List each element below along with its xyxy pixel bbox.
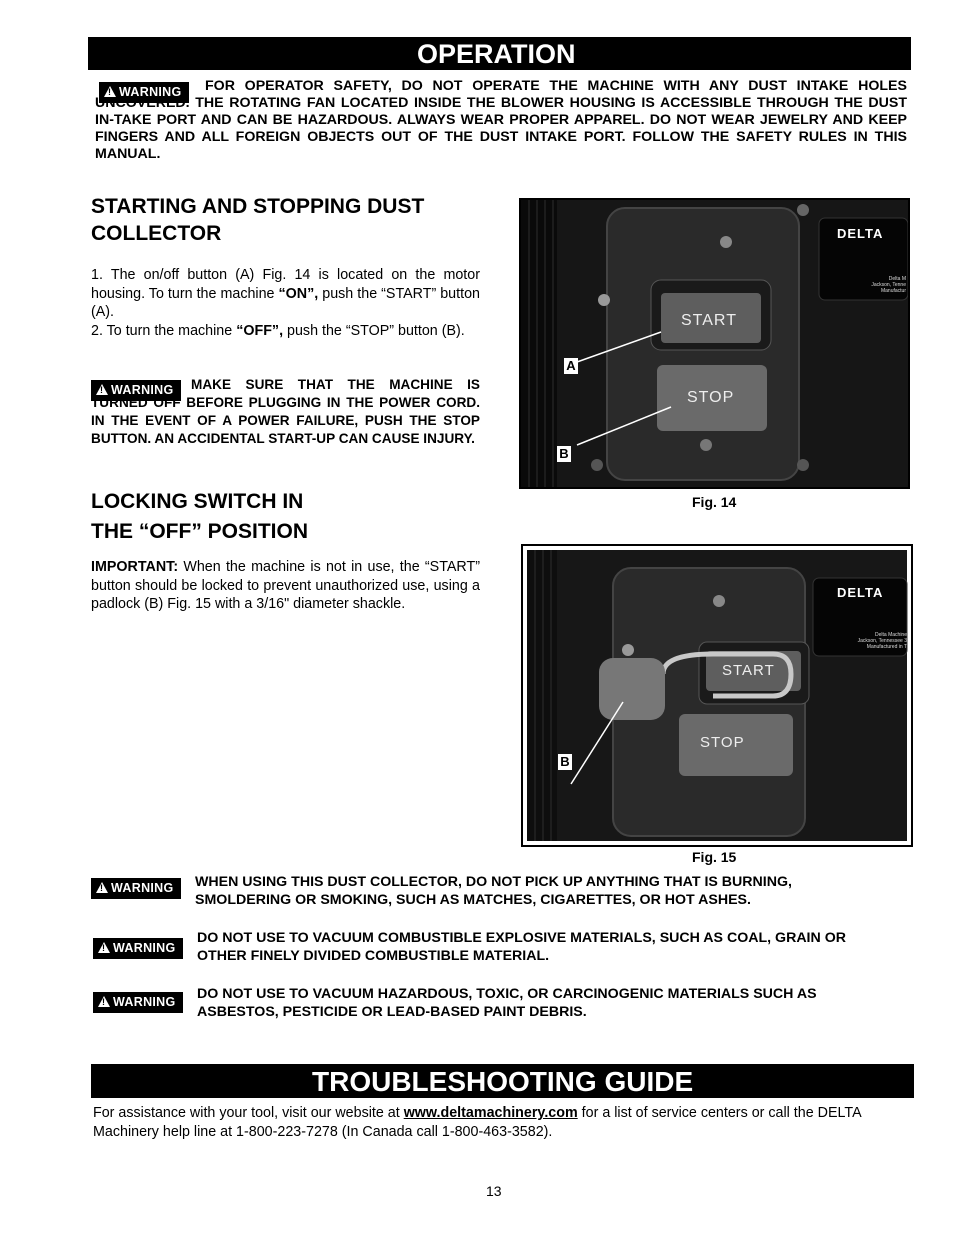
warning-label: WARNING <box>113 995 176 1009</box>
page-number: 13 <box>486 1183 502 1199</box>
troubleshooting-text-pre: For assistance with your tool, visit our website at <box>93 1105 404 1121</box>
starting-heading: STARTING AND STOPPING DUST COLLECTOR <box>91 195 425 245</box>
step1-text: 1. The on/off button (A) Fig. 14 is located on the motor housing. To turn the machine <box>91 267 480 302</box>
plate-line: Manufactur <box>880 288 906 294</box>
warning-label: WARNING <box>119 85 182 99</box>
figure-15-caption: Fig. 15 <box>692 849 737 865</box>
operation-title: OPERATION <box>417 39 576 69</box>
fig15-callout-b: B <box>558 754 572 770</box>
fig14-callout-a: A <box>564 358 578 374</box>
step2-off: “OFF”, <box>236 323 284 339</box>
warning-badge-hazardous <box>93 992 183 1013</box>
warning-badge-combustible <box>93 938 183 959</box>
step1-on: “ON”, <box>278 285 319 302</box>
warning-badge-burning <box>91 878 181 899</box>
operation-title-bar <box>88 37 911 70</box>
warning-burning-text: WHEN USING THIS DUST COLLECTOR, DO NOT PICK UP ANYTHING THAT IS BURNING, SMOLDERING OR SMOKING, SUCH AS MATCHES, CIGARETTES, OR HOT ASHES. <box>195 874 792 908</box>
plate-line: Delta M <box>888 276 906 282</box>
locking-important-text <box>91 558 480 614</box>
troubleshooting-title: TROUBLESHOOTING GUIDE <box>312 1066 694 1097</box>
plate-line: Delta Machine <box>875 632 907 638</box>
figure-14-photo <box>519 198 910 489</box>
fig14-start-button: START <box>681 312 737 329</box>
plate-line: Manufactured in T <box>866 644 907 650</box>
warning-label: WARNING <box>111 383 174 397</box>
fig14-stop-button: STOP <box>687 389 735 406</box>
fig14-nameplate <box>861 276 906 294</box>
warning-triangle-icon <box>96 882 108 893</box>
troubleshooting-text-post: for a list of service centers or call the DELTA Machinery help line at 1-800-223-7278 (In Canada call 1-800-463-3582). <box>93 1105 861 1140</box>
warning-label: WARNING <box>113 941 176 955</box>
locking-heading <box>91 488 471 545</box>
plate-line: Jackson, Tenne <box>871 282 906 288</box>
starting-step-2 <box>91 322 480 341</box>
fig15-stop-button: STOP <box>700 734 745 751</box>
fig15-brand-logo: DELTA <box>837 585 884 600</box>
warning-hazardous-text: DO NOT USE TO VACUUM HAZARDOUS, TOXIC, OR CARCINOGENIC MATERIALS SUCH AS ASBESTOS, PESTICIDE OR LEAD-BASED PAINT DEBRIS. <box>197 986 817 1020</box>
locking-heading-line1: LOCKING SWITCH IN <box>91 490 304 513</box>
step2-text: 2. To turn the machine <box>91 323 237 339</box>
step2-text-end: push the “STOP” button (B). <box>283 323 465 339</box>
fig15-nameplate <box>843 632 907 650</box>
starting-step-1 <box>91 266 480 322</box>
troubleshooting-text <box>93 1104 908 1142</box>
fig14-callout-b: B <box>557 446 571 462</box>
plate-line: Jackson, Tennessee 3 <box>857 638 907 644</box>
important-label: IMPORTANT: <box>91 559 179 575</box>
troubleshooting-title-bar <box>91 1064 914 1098</box>
safety-warning-text: FOR OPERATOR SAFETY, DO NOT OPERATE THE MACHINE WITH ANY DUST INTAKE HOLES UNCOVERED. THE ROTATING FAN LOCATED INSIDE THE BLOWER HOUSING IS ACCESSIBLE THROUGH THE DUST IN-TAKE PORT AND CAN BE HAZARDOUS. ALWAYS WEAR PROPER APPAREL. DO NOT WEAR JEWELRY AND KEEP FINGERS AND ALL FOREIGN OBJECTS OUT OF THE DUST INTAKE PORT. FOLLOW THE SAFETY RULES IN THIS MANUAL. <box>95 78 907 162</box>
fig14-brand-logo: DELTA <box>837 226 884 241</box>
switch-photo-illustration <box>521 200 908 487</box>
website-link[interactable]: www.deltamachinery.com <box>403 1105 578 1121</box>
warning-label: WARNING <box>111 881 174 895</box>
figure-14-caption: Fig. 14 <box>692 494 737 510</box>
warning-combustible-text: DO NOT USE TO VACUUM COMBUSTIBLE EXPLOSIVE MATERIALS, SUCH AS COAL, GRAIN OR OTHER FINELY DIVIDED COMBUSTIBLE MATERIAL. <box>197 930 846 964</box>
starting-warning-text: MAKE SURE THAT THE MACHINE IS TURNED OFF BEFORE PLUGGING IN THE POWER CORD. IN THE EVENT OF A POWER FAILURE, PUSH THE STOP BUTTON. AN ACCIDENTAL START-UP CAN CAUSE INJURY. <box>91 377 480 446</box>
warning-triangle-icon <box>98 996 110 1007</box>
warning-triangle-icon <box>98 942 110 953</box>
important-body: When the machine is not in use, the “START” button should be locked to prevent unauthorized use, using a padlock (B) Fig. 15 with a 3/16" diameter shackle. <box>91 559 480 612</box>
figure-15-photo <box>521 544 913 847</box>
locking-heading-line2: THE “OFF” POSITION <box>91 520 309 543</box>
fig15-start-button: START <box>722 662 775 679</box>
step1-text-end: push the “START” button (A). <box>91 285 480 320</box>
